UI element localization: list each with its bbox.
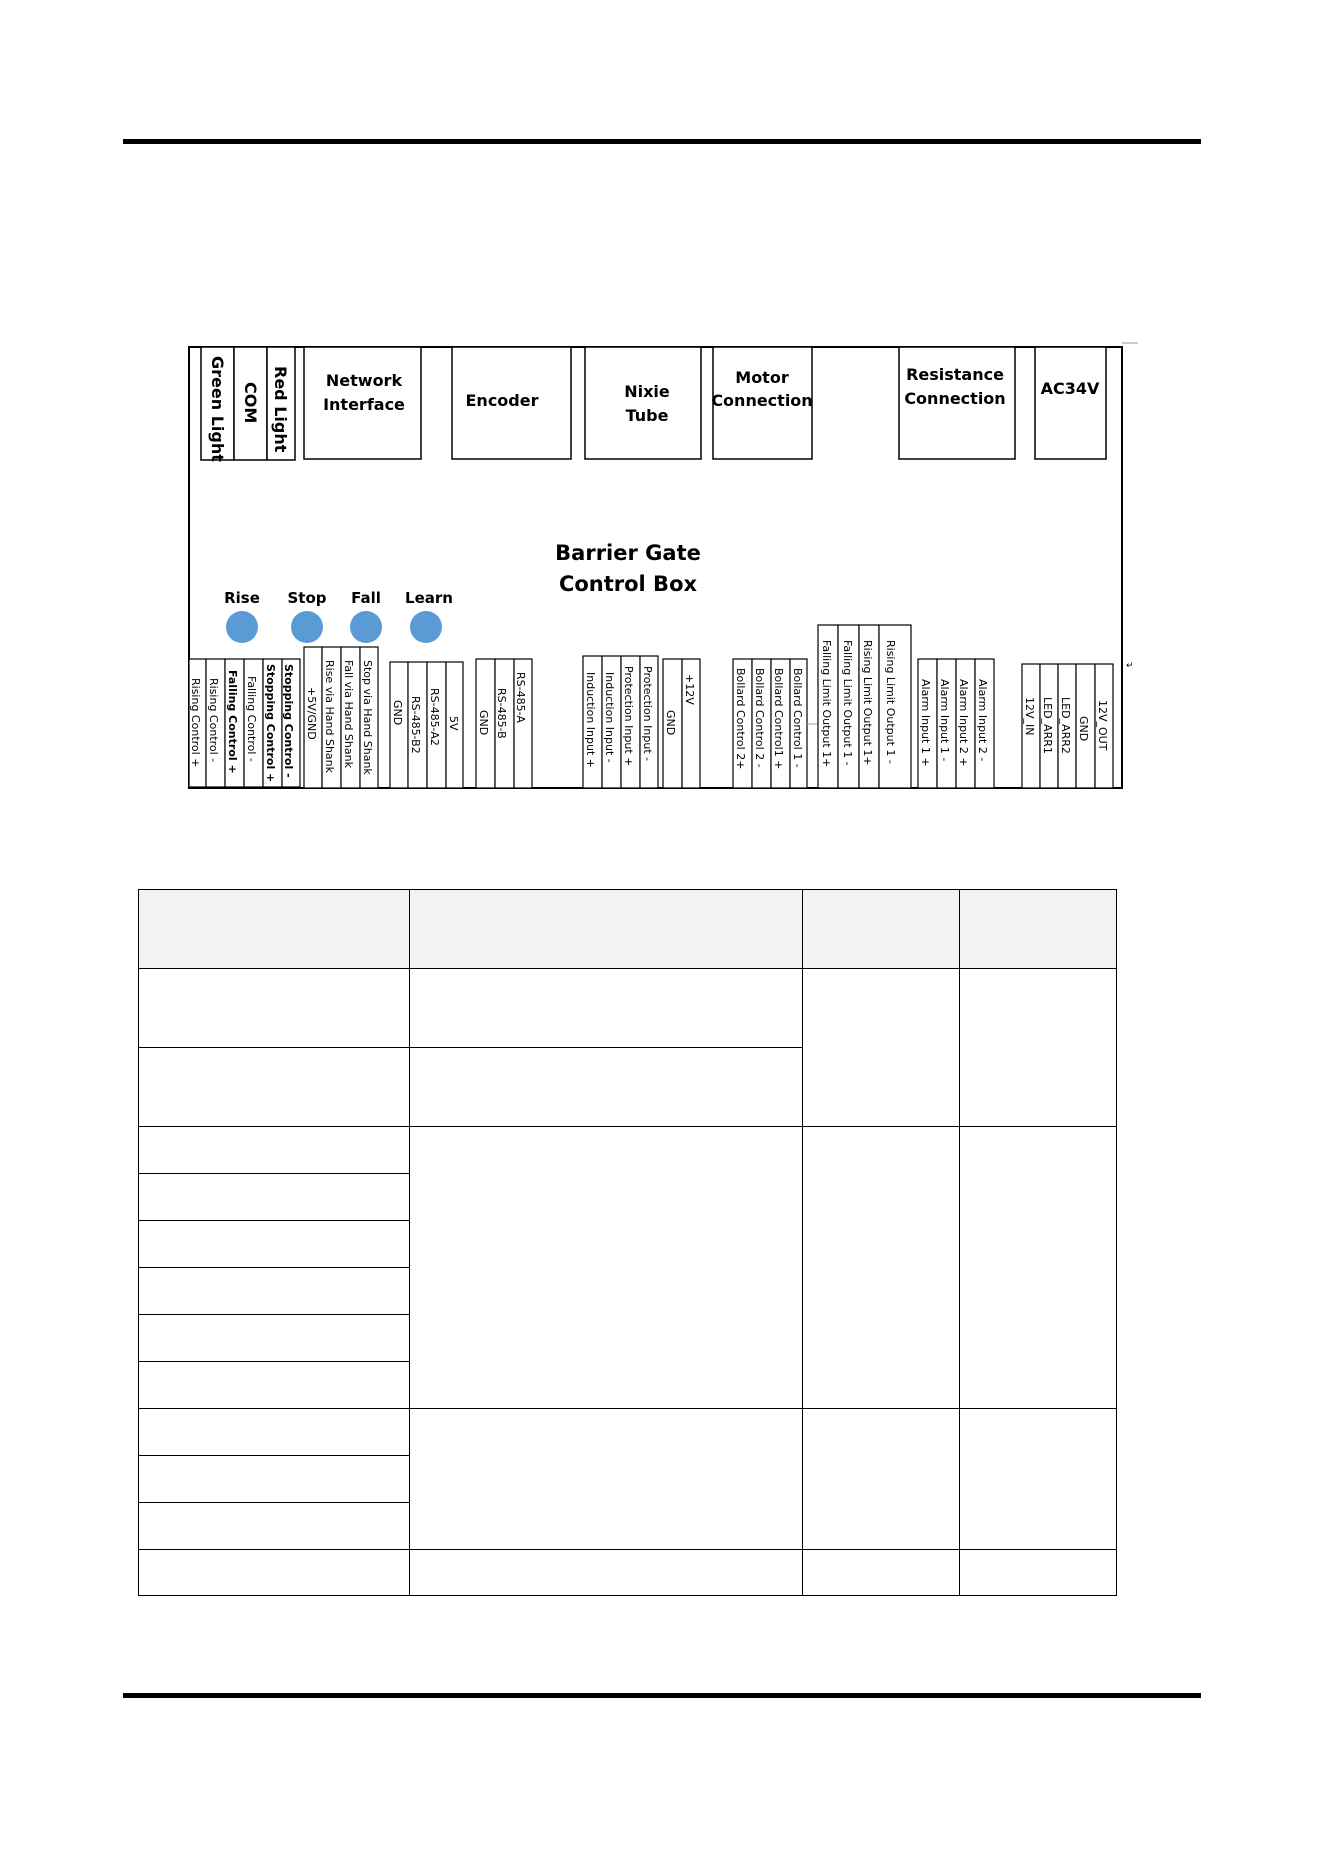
terminal-pin-label: Rising Control - <box>207 678 220 763</box>
table-cell <box>139 1221 410 1268</box>
top-block-network-interface <box>304 347 421 459</box>
top-block-ac34v <box>1035 347 1106 459</box>
block-label-line1: Encoder <box>465 391 539 410</box>
terminal-pin-label: Induction Input - <box>603 672 616 763</box>
terminal-pin-label: Stop via Hand Shank <box>361 660 374 775</box>
table-cell <box>803 969 960 1127</box>
diagram-title-line1: Barrier Gate <box>555 541 701 565</box>
terminal-pin-label: +5V/GND <box>305 687 318 740</box>
light-terminal <box>201 347 295 462</box>
table-header-cell <box>410 890 803 969</box>
table-header-cell <box>139 890 410 969</box>
top-block-motor-connection <box>711 347 812 459</box>
terminal-pin-label: Rising Limit Output 1 - <box>884 640 897 764</box>
terminal-group-limit-output <box>818 625 911 788</box>
terminal-pin-label: RS-485-A <box>514 672 527 723</box>
table-cell <box>960 969 1117 1127</box>
terminal-pin-label: Protection Input + <box>622 666 635 767</box>
terminal-pin-label: Protection Input - <box>641 666 654 762</box>
table-cell <box>960 1127 1117 1409</box>
button-label: Stop <box>287 589 327 607</box>
button-label: Fall <box>351 589 381 607</box>
terminal-group-rs485-2 <box>390 662 463 788</box>
table-cell <box>410 1550 803 1596</box>
block-label-line1: Motor <box>735 368 789 387</box>
terminal-pin-label: Stopping Control - <box>282 664 295 778</box>
table-row <box>139 1127 1117 1174</box>
block-frame <box>585 347 701 459</box>
table-cell <box>410 1409 803 1550</box>
table-cell <box>803 1127 960 1409</box>
table-cell <box>139 969 410 1048</box>
table-cell <box>139 1127 410 1174</box>
terminal-pin-label: LED_ARR2 <box>1059 697 1072 754</box>
table-row <box>139 1550 1117 1596</box>
terminal-pin-label: Bollard Control 2 - <box>753 668 766 768</box>
terminal-group-gate-control <box>189 659 300 787</box>
terminal-pin-label: Fall via Hand Shank <box>342 660 355 768</box>
table-cell <box>139 1268 410 1315</box>
terminal-pin-label: GND <box>477 710 490 736</box>
terminal-pin-label: 5V <box>447 716 460 731</box>
top-block-nixie-tube <box>585 347 701 459</box>
terminal-group-bollard-control <box>733 659 807 788</box>
button-stop <box>287 589 326 643</box>
block-label-line1: Network <box>325 371 403 390</box>
table-cell <box>139 1503 410 1550</box>
terminal-pin-label: Alarm Input 1 + <box>919 679 932 767</box>
block-label-line2: Tube <box>625 406 669 425</box>
terminal-pin-label: Stopping Control + <box>264 664 277 783</box>
table-row <box>139 1409 1117 1456</box>
block-label-line2: Interface <box>323 395 405 414</box>
light-pin-label: COM <box>241 382 260 424</box>
terminal-group-power <box>663 659 700 788</box>
terminal-pin-label: Bollard Control 2+ <box>734 668 747 770</box>
terminal-pin-label: RS-485-B2 <box>409 696 422 754</box>
table-cell <box>960 1550 1117 1596</box>
terminal-pin-label: RS-485-B <box>495 688 508 739</box>
barrier-gate-control-box-diagram <box>0 0 1324 820</box>
terminal-pin-label: Induction Input + <box>584 672 597 768</box>
terminal-pin-label: Rise via Hand Shank <box>323 660 336 773</box>
edge-mark: ↵ <box>1126 661 1134 671</box>
terminal-pin-label: Falling Limit Output 1 - <box>841 640 854 766</box>
table-cell <box>139 1362 410 1409</box>
block-label-line2: Connection <box>711 391 813 410</box>
block-label-line1: Nixie <box>624 382 670 401</box>
terminal-group-alarm-input <box>918 659 994 788</box>
block-label-line2: Connection <box>904 389 1006 408</box>
terminal-pin-label: Alarm Input 1 - <box>938 679 951 762</box>
terminal-pin-label: Bollard Control 1 - <box>791 668 804 768</box>
terminal-pin-label: 12V_IN <box>1023 697 1036 736</box>
button-rise <box>224 589 260 643</box>
table-row <box>139 969 1117 1048</box>
block-label-line1: Resistance <box>906 365 1004 384</box>
table-header-row <box>139 890 1117 969</box>
table-cell <box>803 1409 960 1550</box>
terminal-pin-label: GND <box>664 710 677 736</box>
terminal-pin-label: Rising Limit Output 1+ <box>861 640 874 766</box>
terminal-pin-label: Alarm Input 2 - <box>976 679 989 762</box>
terminal-group-induction-protection <box>583 656 658 788</box>
terminal-pin-label: Falling Limit Output 1+ <box>820 640 833 768</box>
button-circle <box>291 611 323 643</box>
light-pin-label: Red Light <box>271 366 290 453</box>
table-cell <box>960 1409 1117 1550</box>
top-block-encoder <box>452 347 571 459</box>
terminal-group-hand-shank <box>304 647 378 788</box>
terminal-pin-label: Falling Control - <box>245 676 258 762</box>
light-pin-label: Green Light <box>208 356 227 462</box>
terminal-pin-label: GND <box>391 700 404 726</box>
button-fall <box>350 589 382 643</box>
top-block-resistance-connection <box>899 347 1015 459</box>
block-label-line1: AC34V <box>1040 379 1100 398</box>
terminal-pin-label: Rising Control + <box>189 678 202 768</box>
terminal-pin-label: GND <box>1077 716 1090 742</box>
table-header-cell <box>960 890 1117 969</box>
diagram-title-line2: Control Box <box>558 572 698 596</box>
table-cell <box>139 1550 410 1596</box>
table-cell <box>410 1127 803 1409</box>
terminal-pin-label: Bollard Control1 + <box>772 668 785 770</box>
wiring-table <box>138 889 1117 1596</box>
terminal-pin-label: Falling Control + <box>226 670 239 774</box>
table-cell <box>139 1174 410 1221</box>
terminal-pin-label: Alarm Input 2 + <box>957 679 970 767</box>
button-circle <box>226 611 258 643</box>
table-cell <box>139 1315 410 1362</box>
terminal-pin-label: RS-485-A2 <box>428 688 441 746</box>
button-circle <box>410 611 442 643</box>
table-cell <box>410 969 803 1048</box>
terminal-pin-label: 12V_OUT <box>1096 700 1109 751</box>
table-cell <box>139 1409 410 1456</box>
terminal-group-led-power <box>1022 664 1113 788</box>
terminal-pin-label: +12V <box>683 674 696 705</box>
button-circle <box>350 611 382 643</box>
button-label: Learn <box>405 589 453 607</box>
table-cell <box>803 1550 960 1596</box>
terminal-pin-label: LED_ARR1 <box>1041 697 1054 754</box>
block-frame <box>1035 347 1106 459</box>
button-label: Rise <box>224 589 260 607</box>
table-cell <box>139 1048 410 1127</box>
terminal-group-rs485 <box>476 659 532 788</box>
table-header-cell <box>803 890 960 969</box>
table-cell <box>139 1456 410 1503</box>
button-learn <box>405 589 453 643</box>
footer-rule <box>123 1693 1201 1698</box>
table-cell <box>410 1048 803 1127</box>
